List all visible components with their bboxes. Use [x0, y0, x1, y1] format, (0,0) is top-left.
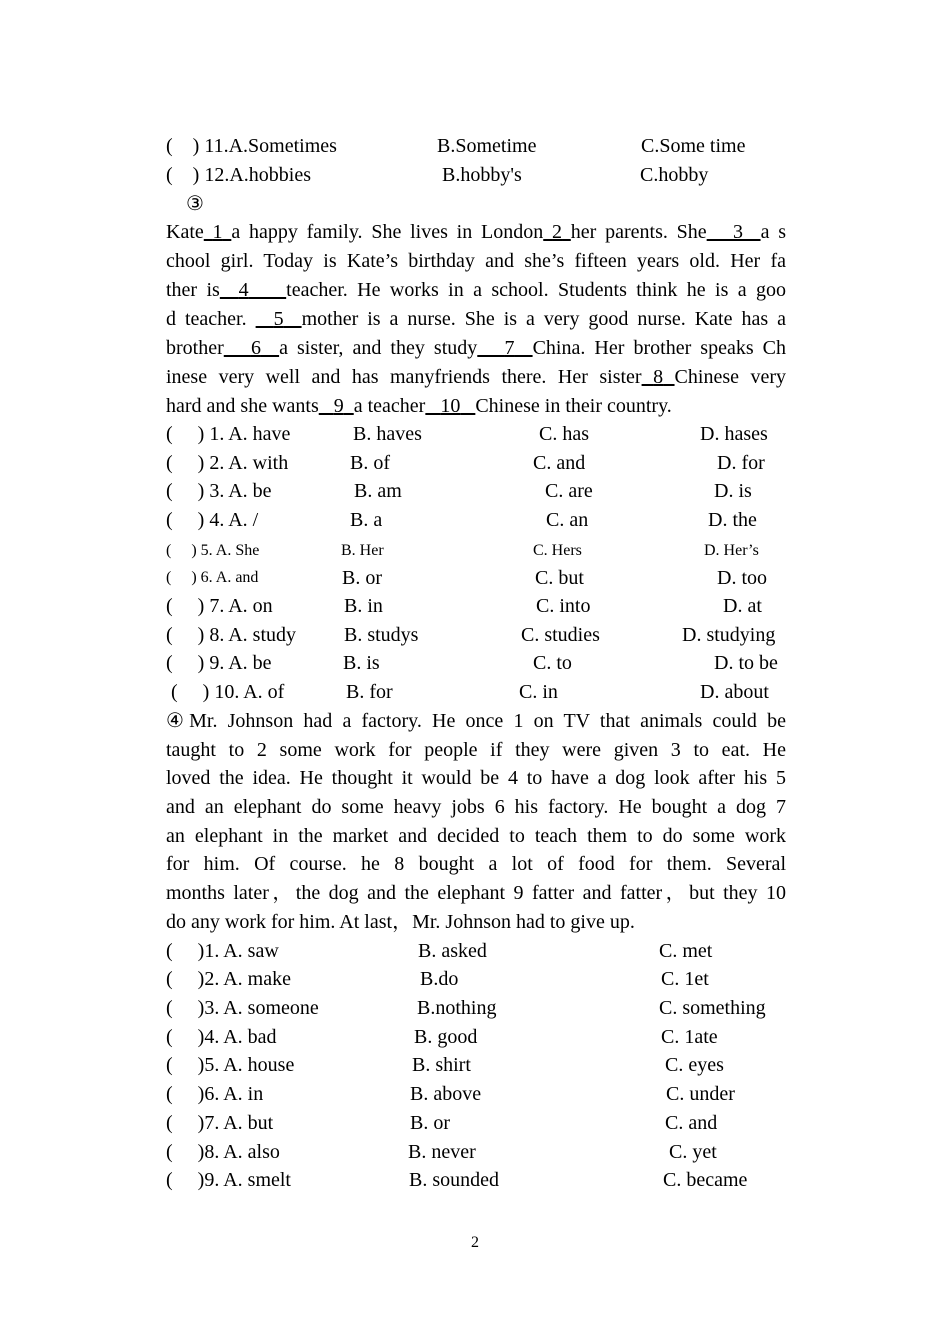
option-b: B. a [350, 509, 383, 531]
option-a: ( ) 6. A. and [166, 569, 259, 586]
q11-option-c: C.Some time [641, 135, 746, 157]
option-a: ( )7. A. but [166, 1112, 274, 1134]
option-c: C. 1ate [661, 1026, 718, 1048]
s3-passage-line: brother 6 a sister, and they study 7 China. Her brother speaks Ch [166, 337, 787, 359]
option-c: C. are [545, 480, 593, 502]
option-b: B.do [420, 968, 459, 990]
s3-passage-line: ther is 4 teacher. He works in a school. Students think he is a goo [166, 279, 787, 301]
option-a: ( ) 5. A. She [166, 542, 260, 559]
option-a: ( ) 10. A. of [171, 681, 285, 703]
s4-passage-line: loved the idea. He thought it would be 4 to have a dog look after his 5 [166, 767, 786, 789]
option-c: C. and [533, 452, 586, 474]
option-d: D. the [708, 509, 757, 531]
option-c: C. in [519, 681, 558, 703]
option-d: D. to be [714, 652, 778, 674]
option-b: B. asked [418, 940, 487, 962]
option-b: B. never [408, 1141, 476, 1163]
blank-4: 4 [238, 279, 249, 301]
option-d: D. too [717, 567, 767, 589]
option-a: ( ) 3. A. be [166, 480, 272, 502]
q12-option-a: ( ) 12.A.hobbies [166, 164, 311, 186]
option-b: B. for [346, 681, 393, 703]
blank-5: 5 [273, 308, 284, 330]
option-a: ( )5. A. house [166, 1054, 295, 1076]
page-number: 2 [471, 1234, 479, 1251]
option-b: B. sounded [409, 1169, 499, 1191]
option-d: D. hases [700, 423, 768, 445]
option-a: ( ) 2. A. with [166, 452, 289, 474]
option-b: B. haves [353, 423, 422, 445]
option-d: D. studying [682, 624, 776, 646]
option-d: D. about [700, 681, 769, 703]
s4-passage-line: ④Mr. Johnson had a factory. He once 1 on TV that animals could be [166, 710, 786, 732]
s3-passage-line: chool girl. Today is Kate’s birthday and she’s fifteen years old. Her fa [166, 250, 786, 272]
option-c: C. has [539, 423, 589, 445]
s3-passage-line: d teacher. 5 mother is a nurse. She is a very good nurse. Kate has a [166, 308, 787, 330]
option-a: ( )3. A. someone [166, 997, 319, 1019]
option-c: C. Hers [533, 542, 582, 559]
blank-1: 1 [212, 221, 223, 243]
option-b: B.nothing [417, 997, 497, 1019]
q12-option-c: C.hobby [640, 164, 709, 186]
option-a: ( )2. A. make [166, 968, 291, 990]
s4-passage-line: months later，the dog and the elephant 9 fatter and fatter，but they 10 [166, 882, 786, 904]
option-c: C. to [533, 652, 572, 674]
s4-passage-line: do any work for him. At last，Mr. Johnson had to give up. [166, 911, 635, 933]
q11-option-b: B.Sometime [437, 135, 537, 157]
s3-passage-line: inese very well and has manyfriends there. Her sister 8 Chinese very [166, 366, 786, 388]
option-b: B. or [410, 1112, 450, 1134]
option-c: C. met [659, 940, 713, 962]
option-d: D. at [723, 595, 762, 617]
option-a: ( )4. A. bad [166, 1026, 277, 1048]
option-c: C. and [665, 1112, 718, 1134]
s3-passage-line: hard and she wants 9 a teacher 10 Chinese in their country. [166, 395, 672, 417]
option-a: ( )9. A. smelt [166, 1169, 291, 1191]
option-b: B. of [350, 452, 390, 474]
blank-7: 7 [504, 337, 515, 359]
option-c: C. something [659, 997, 766, 1019]
option-d: D. is [714, 480, 752, 502]
option-b: B. above [410, 1083, 482, 1105]
section-3-marker: ③ [186, 193, 204, 215]
q12-option-b: B.hobby's [442, 164, 522, 186]
option-b: B. is [343, 652, 380, 674]
s4-passage-line: and an elephant do some heavy jobs 6 his factory. He bought a dog 7 [166, 796, 786, 818]
option-c: C. eyes [665, 1054, 724, 1076]
option-a: ( ) 7. A. on [166, 595, 273, 617]
blank-2: 2 [552, 221, 563, 243]
blank-8: 8 [653, 366, 664, 388]
option-c: C. an [546, 509, 589, 531]
s3-passage-line: Kate 1 a happy family. She lives in London 2 her parents. She 3 a s [166, 221, 787, 243]
blank-10: 10 [440, 395, 461, 417]
s4-passage-line: taught to 2 some work for people if they were given 3 to eat. He [166, 739, 786, 761]
option-c: C. 1et [661, 968, 709, 990]
option-a: ( ) 9. A. be [166, 652, 272, 674]
option-b: B. or [342, 567, 382, 589]
option-b: B. am [354, 480, 402, 502]
blank-3: 3 [733, 221, 743, 243]
option-a: ( ) 4. A. / [166, 509, 259, 531]
option-b: B. Her [341, 542, 384, 559]
option-b: B. good [414, 1026, 478, 1048]
option-b: B. in [344, 595, 383, 617]
option-a: ( ) 1. A. have [166, 423, 291, 445]
blank-9: 9 [333, 395, 344, 417]
option-c: C. but [535, 567, 584, 589]
option-a: ( )1. A. saw [166, 940, 279, 962]
s4-passage-line: an elephant in the market and decided to teach them to do some work [166, 825, 786, 847]
option-c: C. under [666, 1083, 735, 1105]
option-c: C. yet [669, 1141, 717, 1163]
blank-6: 6 [250, 337, 261, 359]
option-b: B. shirt [412, 1054, 471, 1076]
option-d: D. Her’s [704, 542, 759, 559]
option-c: C. into [536, 595, 591, 617]
option-a: ( )6. A. in [166, 1083, 264, 1105]
option-a: ( ) 8. A. study [166, 624, 296, 646]
option-b: B. studys [344, 624, 419, 646]
option-c: C. became [663, 1169, 748, 1191]
option-a: ( )8. A. also [166, 1141, 280, 1163]
s4-passage-line: for him. Of course. he 8 bought a lot of food for them. Several [166, 853, 786, 875]
q11-option-a: ( ) 11.A.Sometimes [166, 135, 337, 157]
option-c: C. studies [521, 624, 600, 646]
option-d: D. for [717, 452, 765, 474]
